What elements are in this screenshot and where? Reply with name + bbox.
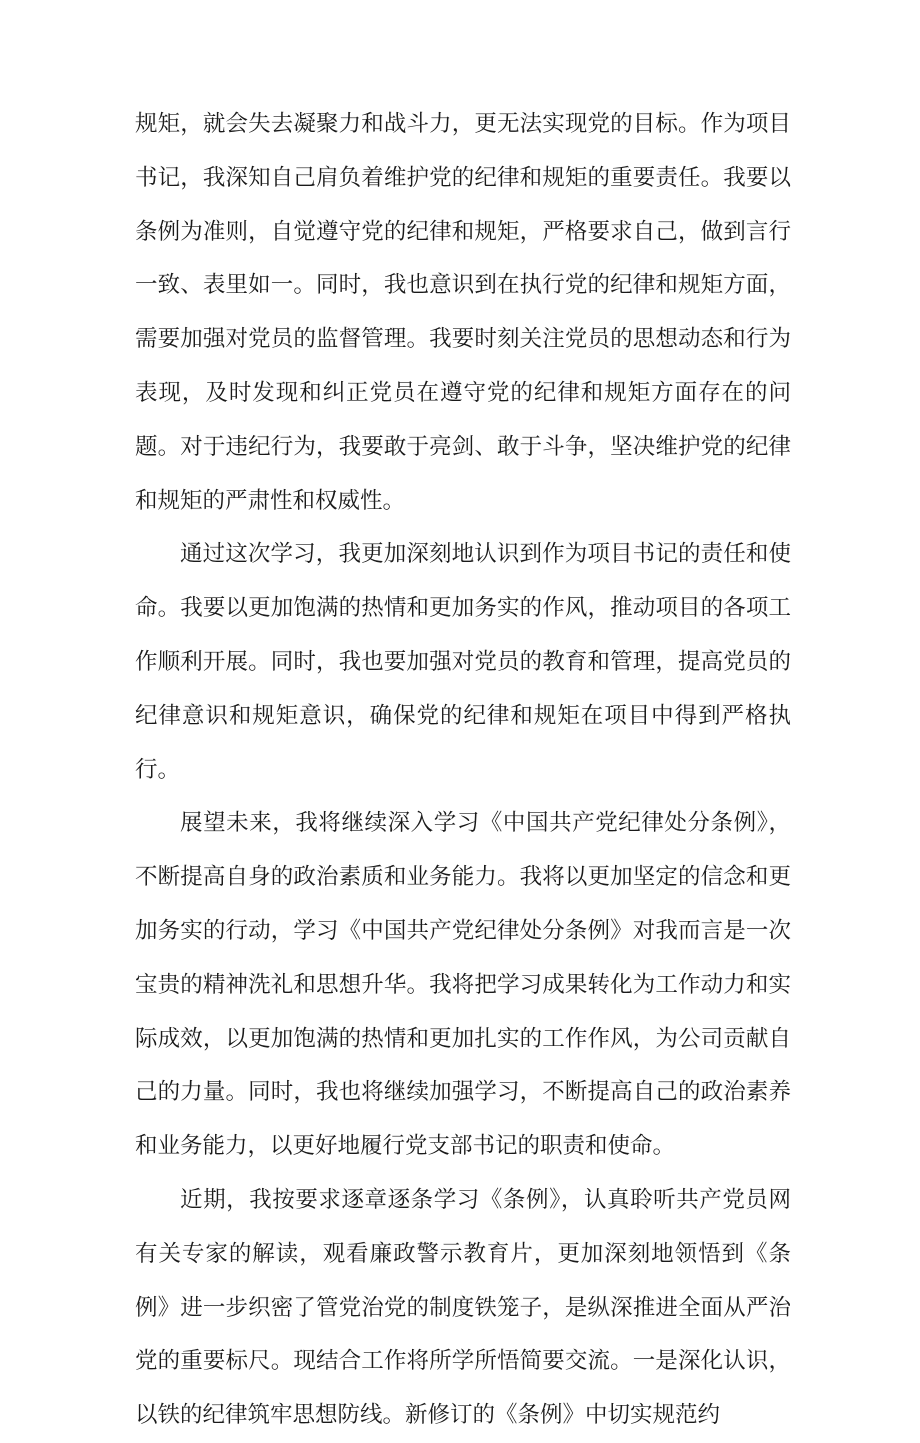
document-page <box>135 98 791 1443</box>
paragraph-4: 近期，我按要求逐章逐条学习《条例》，认真聆听共产党员网有关专家的解读，观看廉政警示教育片，更加深刻地领悟到《条例》进一步织密了管党治党的制度铁笼子，是纵深推进全面从严治党的重要标尺。现结合工作将所学所悟简要交流。一是深化认识，以铁的纪律筑牢思想防线。新修订的《条例》中切实规范约 <box>135 1186 791 1429</box>
paragraph-3: 展望未来，我将继续深入学习《中国共产党纪律处分条例》，不断提高自身的政治素质和业务能力。我将以更加坚定的信念和更加务实的行动，学习《中国共产党纪律处分条例》对我而言是一次宝贵的精神洗礼和思想升华。我将把学习成果转化为工作动力和实际成效，以更加饱满的热情和更加扎实的工作作风，为公司贡献自己的力量。同时，我也将继续加强学习，不断提高自己的政治素养和业务能力，以更好地履行党支部书记的职责和使命。 <box>135 810 791 1160</box>
paragraph-2: 通过这次学习，我更加深刻地认识到作为项目书记的责任和使命。我要以更加饱满的热情和更加务实的作风，推动项目的各项工作顺利开展。同时，我也要加强对党员的教育和管理，提高党员的纪律意识和规矩意识，确保党的纪律和规矩在项目中得到严格执行。 <box>135 541 791 783</box>
paragraph-1: 规矩，就会失去凝聚力和战斗力，更无法实现党的目标。作为项目书记，我深知自己肩负着维护党的纪律和规矩的重要责任。我要以条例为准则，自觉遵守党的纪律和规矩，严格要求自己，做到言行一致、表里如一。同时，我也意识到在执行党的纪律和规矩方面，需要加强对党员的监督管理。我要时刻关注党员的思想动态和行为表现，及时发现和纠正党员在遵守党的纪律和规矩方面存在的问题。对于违纪行为，我要敢于亮剑、敢于斗争，坚决维护党的纪律和规矩的严肃性和权威性。 <box>135 111 791 514</box>
